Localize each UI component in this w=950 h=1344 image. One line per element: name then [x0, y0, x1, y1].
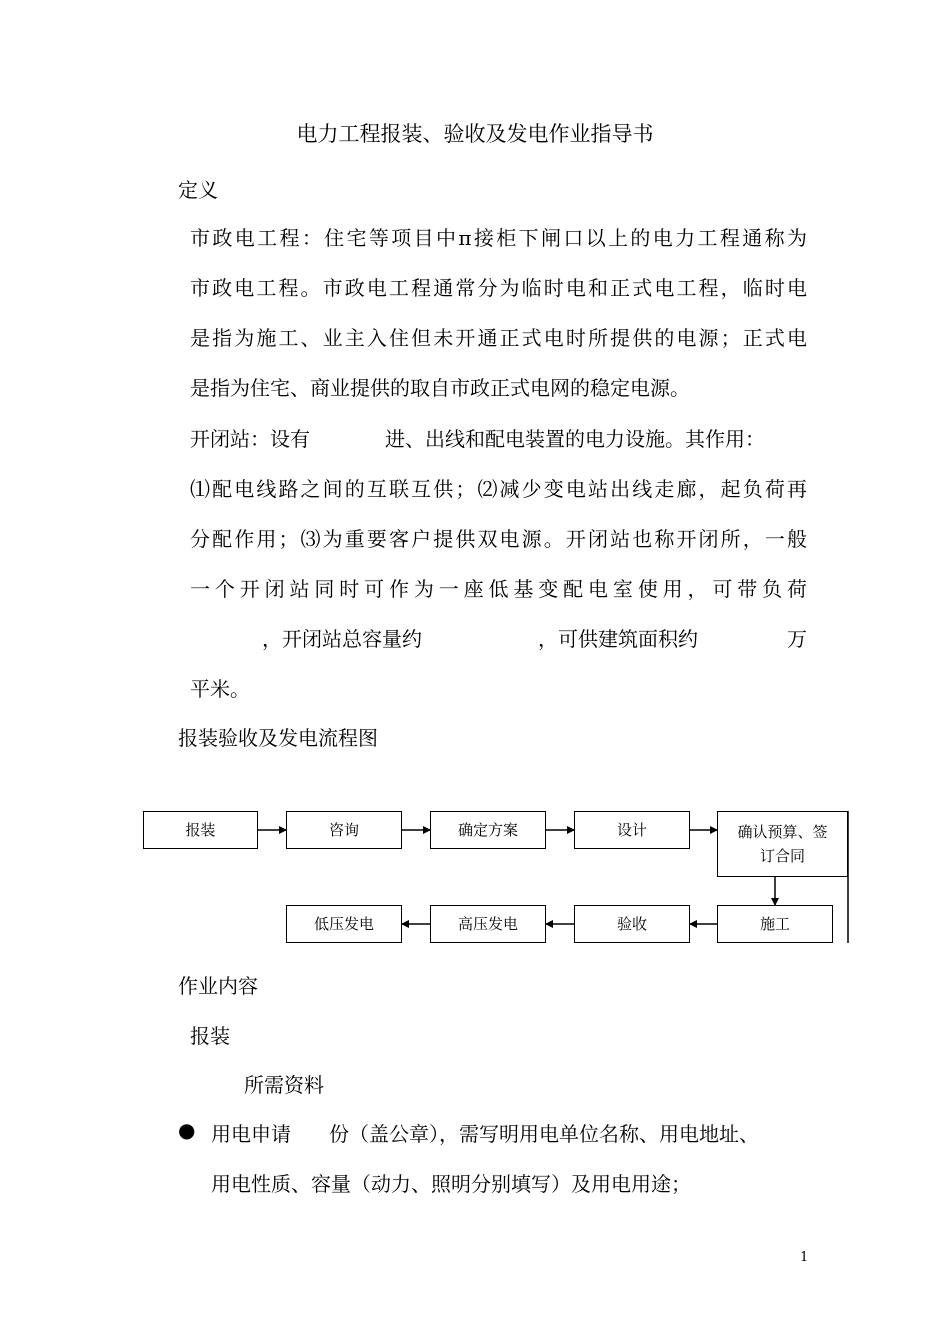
kaibi-line-5a: ，开闭站总容量约: [262, 627, 422, 651]
section-heading-flowchart: 报装验收及发电流程图: [178, 726, 378, 750]
kaibi-line-3: 分配作用；⑶为重要客户提供双电源。开闭站也称开闭所，一般: [190, 527, 807, 551]
section-heading-definition: 定义: [178, 178, 218, 202]
kaibi-line-5c: 万: [787, 627, 807, 651]
subheading-materials: 所需资料: [244, 1073, 324, 1097]
kaibi-line-5b: ，可供建筑面积约: [538, 627, 698, 651]
bullet-dot-icon: ●: [178, 1118, 196, 1142]
bullet-line-1a: 用电申请: [211, 1122, 291, 1146]
flow-box-yanshou: 验收: [574, 905, 690, 943]
definition-line-2: 市政电工程。市政电工程通常分为临时电和正式电工程，临时电: [190, 276, 807, 300]
kaibi-line-1a: 开闭站：设有: [190, 427, 310, 451]
flow-box-baozhuang: 报装: [143, 811, 258, 849]
definition-line-1: 市政电工程：住宅等项目中π接柜下闸口以上的电力工程通称为: [190, 226, 807, 250]
section-heading-work: 作业内容: [178, 974, 258, 998]
kaibi-line-4: 一个开闭站同时可作为一座低基变配电室使用，可带负荷: [190, 577, 807, 601]
flow-box-queren-yusuan: 确认预算、签订合同: [717, 811, 848, 877]
bullet-line-2: 用电性质、容量（动力、照明分别填写）及用电用途；: [211, 1172, 691, 1196]
flow-box-sheji: 设计: [574, 811, 690, 849]
flow-box-zixun: 咨询: [286, 811, 402, 849]
page-number: 1: [800, 1250, 809, 1265]
bullet-line-1b: 份（盖公章），需写明用电单位名称、用电地址、: [329, 1122, 759, 1146]
kaibi-line-1b: 进、出线和配电装置的电力设施。其作用：: [385, 427, 765, 451]
subheading-baozhuang: 报装: [190, 1024, 230, 1048]
definition-line-3: 是指为施工、业主入住但未开通正式电时所提供的电源；正式电: [190, 326, 807, 350]
definition-line-4: 是指为住宅、商业提供的取自市政正式电网的稳定电源。: [190, 376, 690, 400]
flow-box-diya-fadian: 低压发电: [286, 905, 402, 943]
flow-box-queding-fangan: 确定方案: [430, 811, 546, 849]
flow-box-shigong: 施工: [717, 905, 833, 943]
kaibi-line-6: 平米。: [190, 677, 250, 701]
kaibi-line-2: ⑴配电线路之间的互联互供；⑵减少变电站出线走廊，起负荷再: [190, 477, 807, 501]
document-title: 电力工程报装、验收及发电作业指导书: [296, 122, 654, 146]
flow-box-gaoya-fadian: 高压发电: [430, 905, 546, 943]
